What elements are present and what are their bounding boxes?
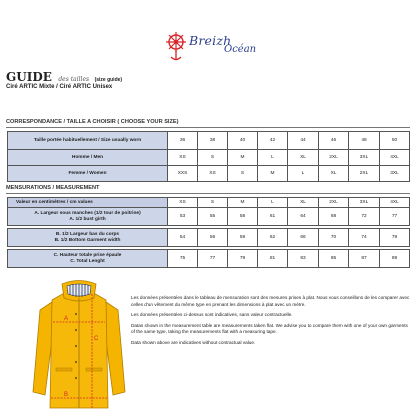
divider xyxy=(6,193,410,194)
table-cell: 77 xyxy=(380,208,410,226)
jacket-illustration xyxy=(30,280,128,412)
table-cell: 87 xyxy=(349,250,380,268)
mark-c: C xyxy=(94,336,99,342)
brand-logo xyxy=(162,30,272,64)
brand-name-2: Océan xyxy=(224,44,257,55)
row-label-en: B. 1/2 Bottom Garment width xyxy=(54,237,121,243)
table-cell: XXS xyxy=(168,166,198,182)
row-label: Homme / Men xyxy=(8,150,168,166)
divider xyxy=(6,127,410,128)
brand-name: Breizh xyxy=(189,33,232,48)
table-cell: 77 xyxy=(198,250,228,268)
table-cell: M xyxy=(258,166,288,182)
table-cell: XS xyxy=(198,166,228,182)
table-row xyxy=(8,166,410,182)
table-cell: M xyxy=(228,150,258,166)
table-cell: 66 xyxy=(288,229,319,247)
table-row xyxy=(8,229,410,247)
row-label xyxy=(8,229,168,247)
table-cell: 79 xyxy=(380,229,410,247)
table-cell: S xyxy=(198,150,228,166)
table-cell: 56 xyxy=(198,229,228,247)
table-cell: 46 xyxy=(319,132,349,150)
table-cell: L xyxy=(288,166,319,182)
table-cell: 50 xyxy=(380,132,410,150)
row-label xyxy=(8,250,168,268)
table-cell: 59 xyxy=(228,229,258,247)
column-header: XL xyxy=(288,198,319,208)
table-cell: 83 xyxy=(288,250,319,268)
table-cell: 79 xyxy=(228,250,258,268)
table-cell: 75 xyxy=(168,250,198,268)
column-header: Valeur en centimètres / cm values xyxy=(8,198,168,208)
table-cell: 4XL xyxy=(380,150,410,166)
correspondance-title: CORRESPONDANCE / TAILLE A CHOISIR ( CHOOSE YOUR SIZE) xyxy=(6,119,179,125)
table-cell: 81 xyxy=(258,250,288,268)
table-cell: 54 xyxy=(168,229,198,247)
table-cell: 2XL xyxy=(349,166,380,182)
table-cell: 3XL xyxy=(349,150,380,166)
table-cell: 42 xyxy=(258,132,288,150)
table-row xyxy=(8,132,410,150)
column-header: 4XL xyxy=(380,198,410,208)
table-header-row xyxy=(8,198,410,208)
mark-b: B xyxy=(64,392,69,398)
column-header: 3XL xyxy=(349,198,380,208)
table-cell: 44 xyxy=(288,132,319,150)
row-label-en: C. Total Lenght xyxy=(70,258,105,264)
table-cell: 72 xyxy=(349,208,380,226)
row-label-fr: C. Hauteur totale prise épaule xyxy=(53,252,122,258)
row-label-fr: B. 1/2 Largeur bas du corps xyxy=(55,231,120,237)
table-cell: 74 xyxy=(349,229,380,247)
column-header: L xyxy=(258,198,288,208)
table-cell: 85 xyxy=(319,250,349,268)
table-cell: 53 xyxy=(168,208,198,226)
table-cell: 40 xyxy=(228,132,258,150)
column-header: 2XL xyxy=(319,198,349,208)
raincoat-image xyxy=(30,280,128,412)
table-row xyxy=(8,208,410,226)
table-cell: XL xyxy=(319,166,349,182)
guide-script: des tailles xyxy=(58,76,90,83)
table-cell: 58 xyxy=(228,208,258,226)
note-en-2: Data shown above are indicatives without contractual value. xyxy=(131,339,256,345)
table-cell: 2XL xyxy=(319,150,349,166)
row-label: Femme / Women xyxy=(8,166,168,182)
table-cell: 62 xyxy=(258,229,288,247)
column-header: S xyxy=(198,198,228,208)
mark-a: A xyxy=(64,316,69,322)
measurement-title: MENSURATIONS / MEASUREMENT xyxy=(6,185,100,191)
row-label-en: A. 1/2 bust girth xyxy=(69,216,106,222)
ship-wheel-icon xyxy=(162,30,192,64)
table-cell: 61 xyxy=(258,208,288,226)
note-fr-2: Les données présentées ci-dessus sont indicatives, sans valeur contractuelle. xyxy=(131,312,293,318)
table-row xyxy=(8,250,410,268)
row-label xyxy=(8,208,168,226)
table-cell: 55 xyxy=(198,208,228,226)
table-cell: 89 xyxy=(380,250,410,268)
size-correspondence-table xyxy=(7,131,410,182)
column-header: M xyxy=(228,198,258,208)
note-fr-1: Les données présentées dans le tableau de mensuration sont des mesures prises à plat. Nous vous conseillons de les comparer avec celles d'un vêtement du même type en prenant les dimensions à plat avec un mètre. xyxy=(131,295,410,307)
row-label-fr: A. Largeur sous manches (1/2 tour de poitrine) xyxy=(34,210,141,216)
table-cell: L xyxy=(258,150,288,166)
table-cell: 68 xyxy=(319,208,349,226)
measurement-notes xyxy=(131,295,411,350)
table-row xyxy=(8,150,410,166)
note-en-1: Datas shown in the measurement table are measurements taken flat. We advise you to compare them with one of your own garments of the same type, taking the measurements flat with a measuring tape. xyxy=(131,322,408,335)
row-label: Taille portée habituellement / Size usually worn xyxy=(8,132,168,150)
column-header: XS xyxy=(168,198,198,208)
guide-word: GUIDE xyxy=(6,70,52,84)
table-cell: S xyxy=(228,166,258,182)
table-cell: 36 xyxy=(168,132,198,150)
table-cell: 64 xyxy=(288,208,319,226)
guide-english: (size guide) xyxy=(94,77,123,83)
table-cell: XS xyxy=(168,150,198,166)
table-cell: 38 xyxy=(198,132,228,150)
table-cell: XL xyxy=(288,150,319,166)
table-cell: 48 xyxy=(349,132,380,150)
table-cell: 70 xyxy=(319,229,349,247)
measurement-table xyxy=(7,197,410,268)
table-cell: 3XL xyxy=(380,166,410,182)
product-subtitle: Ciré ARTIC Mixte / Ciré ARTIC Unisex xyxy=(6,84,113,90)
